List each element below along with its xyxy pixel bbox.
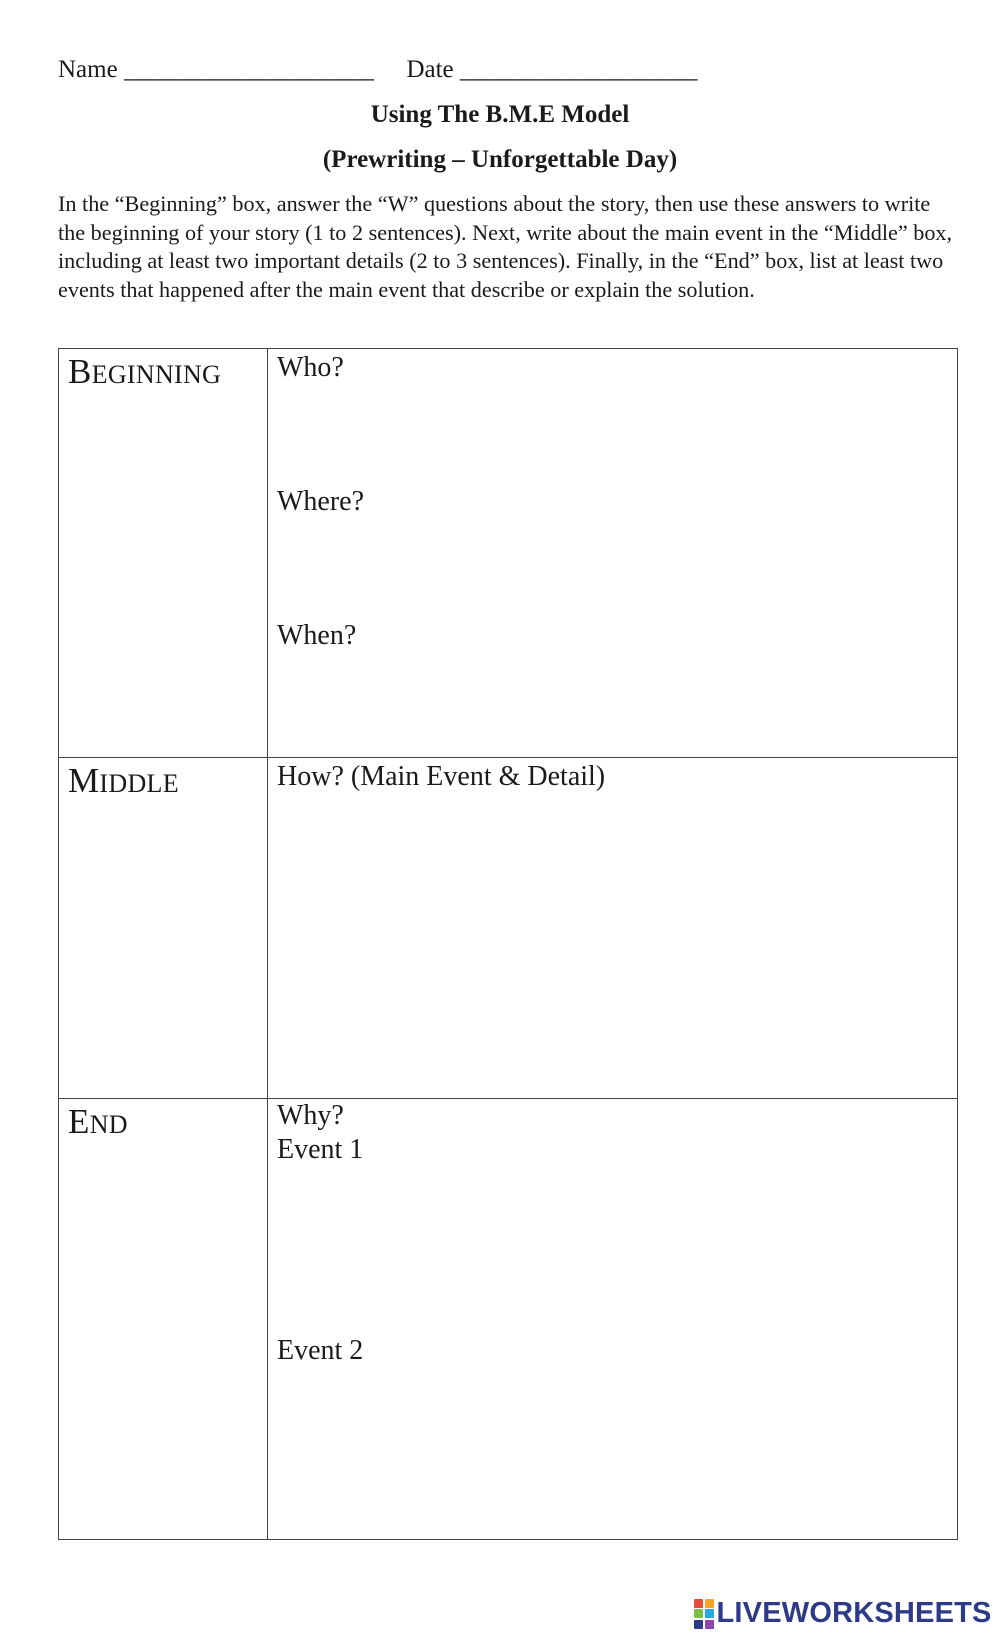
instructions-paragraph: In the “Beginning” box, answer the “W” questions about the story, then use these answers to write the beginning of your story (1 to 2 sentences). Next, write about the main event in the “Middle” box, including at least two important details (2 to 3 sentences). Finally, in the “End” box, list at least two events that happened after the main event that describe or explain the solution. (58, 191, 953, 302)
middle-label: MIDDLE (68, 761, 179, 800)
middle-answer-cell[interactable] (268, 758, 958, 1099)
end-label: END (68, 1102, 128, 1141)
worksheet-title: Using The B.M.E Model (370, 101, 630, 128)
bme-table (58, 348, 958, 1540)
name-field[interactable]: ____________________ (123, 56, 374, 83)
liveworksheets-logo (694, 1597, 992, 1630)
beginning-label: BEGINNING (68, 352, 222, 391)
beginning-row (59, 349, 958, 758)
event-2-prompt: Event 2 (277, 1335, 364, 1366)
date-label: Date (406, 56, 454, 83)
date-field[interactable]: ___________________ (459, 56, 698, 83)
name-label: Name (58, 56, 118, 83)
name-date-line (58, 56, 697, 84)
logo-mark-icon (694, 1599, 714, 1629)
how-prompt: How? (Main Event & Detail) (277, 761, 606, 792)
event-1-prompt: Event 1 (277, 1134, 364, 1165)
end-row (59, 1099, 958, 1540)
worksheet-subtitle: (Prewriting – Unforgettable Day) (322, 146, 678, 173)
when-prompt: When? (277, 620, 357, 651)
middle-row (59, 758, 958, 1099)
why-prompt: Why? (277, 1100, 344, 1131)
beginning-answer-cell[interactable] (268, 349, 958, 758)
end-answer-cell[interactable] (268, 1099, 958, 1540)
beginning-label-cell (59, 349, 268, 758)
where-prompt: Where? (277, 486, 365, 517)
logo-text: LIVEWORKSHEETS (716, 1597, 992, 1629)
who-prompt: Who? (277, 352, 344, 383)
end-label-cell (59, 1099, 268, 1540)
middle-label-cell (59, 758, 268, 1099)
